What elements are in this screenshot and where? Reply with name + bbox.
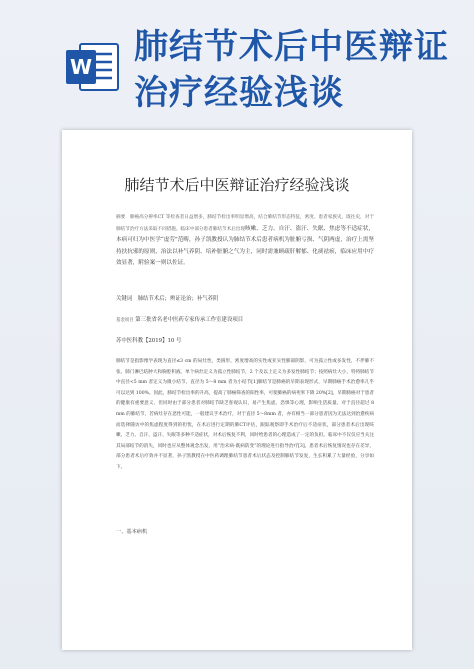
- banner-headline: 肺结节术后中医辩证治疗经验浅谈: [134, 27, 449, 113]
- fund-line: [116, 315, 376, 323]
- document-page: [62, 130, 412, 650]
- document-title: 肺结节术后中医辩证治疗经验浅谈: [124, 176, 350, 194]
- body-paragraph: 肺结节是指影像学表现为直径≤3 cm 的局灶性、类圆形、密度增高的实性或亚实性肺部阴影，可为孤立性或多发性，不伴肺不张、肺门淋巴结肿大和胸腔积液。单个病灶定义为孤立性肺结节，2 个及以上定义为多发性肺结节；按照病灶大小，特将肺结节中直径<5 mm 者定义为微小结节，直径为 5～8 mm 者为小结节[1]肺结节是肺癌的早期表现形式，早期肺癌手术治愈率几乎可以达到 100%。因此，肺结节检出率的升高，提高了肺癌筛查的阳性率，可使肺癌的病死率下降 20%[2]。早期肺癌对于患者的健康有重要意义，但同时由于部分患者对肺结节缺乏客观认识，易产生焦虑、恐惧等心理，影响生活质量。对于直径超过 8 mm 的肺结节，若病灶存在恶性可能，一般建议手术治疗，对于直径 5～8mm 者，亦有相当一部分患者因为无法达到治愈疾病而选择随访中的焦虑程度得到的担忧，在术后进行定期的肺CT评估，跟踪观察即手术治疗后不适症状，部分患者术后出现咳嗽、乏力、自汗、盗汗、失眠等多种不适症状，对术后恢复不利，同时给患者的心理造成了一定的负担。临床中不仅仅应当关注其局部结节的消失，同时也应从整体观念出发，用“治未病-既病防变”的理论进行指导治疗[3]。患者术后恢复情况也存在差异，部分患者术后疗效并不显著，孙子凯教授在中医药调理肺结节患者术后状态及控制肺结节发复，生长积累了大量经验，分享如下。: [116, 359, 374, 470]
- fund-label: 基金项目: [116, 318, 134, 323]
- keywords: 关键词 肺结节术后；辨证论治；补气养阴: [116, 296, 219, 302]
- abstract-lead: 摘要 肺癌高分辨率CT 等检查者日益增多，肺结节检出率明显增高，结合肺结节形态特征，密度、患者家族史、既往史，对于肺结节治疗方法采取不同措施。临床中部分患者肺结节术后出现: [116, 215, 374, 232]
- section-heading: 一、基本病机: [116, 529, 148, 535]
- abstract-text: 咳嗽、乏力、自汗、盗汗、失眠、焦虑等不适症状，本病可归为中医学“虚劳”范畴，孙子凯教授认为肺结节术后患者病机为脏腑亏损、气阴两虚，治疗上需坚持扶抗邪的原则，治法以补气养阴、培补脏腑之气为主，同时需兼顾疏肝解郁、化痰祛瘀，临床应用中疗效显著，附验案一则以佐证。: [116, 225, 374, 267]
- word-letter: W: [69, 55, 93, 79]
- abstract: [116, 212, 374, 270]
- fund-text: 第三批省名老中医药专家传承工作室建设项目: [135, 317, 244, 323]
- document-number: 苏中医科教【2019】10 号: [116, 338, 182, 344]
- word-document-icon: [64, 38, 122, 96]
